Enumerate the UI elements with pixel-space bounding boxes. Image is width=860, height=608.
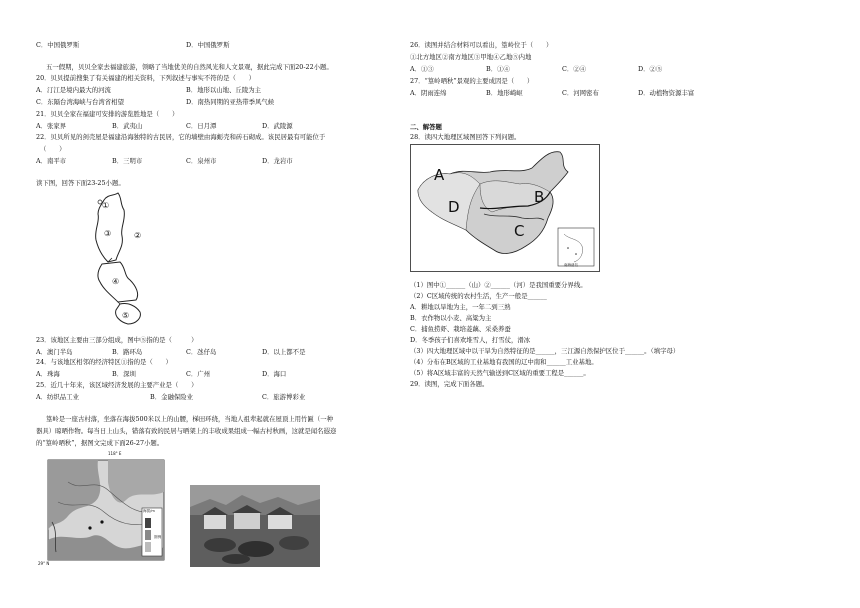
passage-line-3: 的“篁岭晒秋”，据图文完成下面26-27小题。 (36, 439, 164, 447)
question-28-1: （1）图中①______（山）②______（河）是我国重要分界线。 (410, 281, 587, 289)
q22-option-a: A．南平市 (36, 157, 67, 165)
q26-option-c: C．②④ (562, 65, 587, 73)
region-label-b: B (534, 188, 545, 206)
question-22: 22．贝贝所见的剑壳屋是福建沿海独特的古民居，它的墙壁由海蛎壳和砖石砌成。该民居最有可能位于 (36, 133, 326, 141)
question-25: 25．近几十年来，该区域经济发展的主要产业是（ ） (36, 381, 198, 389)
china-regions-map (410, 144, 600, 272)
question-28: 28．读四大地理区域图回答下列问题。 (410, 133, 521, 141)
q27-option-a: A．阴雨连绵 (410, 89, 447, 97)
q20-option-c: C．东隔台湾海峡与台湾省相望 (36, 98, 124, 106)
q23-option-d: D．以上都不是 (262, 348, 306, 356)
map-label-3: ③ (104, 229, 112, 238)
q22-option-d: D．龙岩市 (262, 157, 293, 165)
q19-option-c: C．中国俄罗斯 (36, 41, 80, 49)
question-28-2: （2）C区域传统的农村生活，生产一般是______ (410, 292, 547, 300)
passage-line-1: 篁岭是一座古村落，坐落在海拔500米以上的山腰，梯田环绕，当地人祖辈起就在屋顶上用竹匾（一种 (46, 415, 333, 423)
q27-option-c: C．河网密布 (562, 89, 599, 97)
q23-option-a: A．澳门半岛 (36, 348, 73, 356)
q26-option-d: D．②⑤ (638, 65, 663, 73)
q27-option-d: D．动植物资源丰富 (638, 89, 695, 97)
q24-option-c: C．广州 (186, 370, 211, 378)
q22-option-b: B．三明市 (112, 157, 143, 165)
q21-option-d: D．武陵源 (262, 122, 293, 130)
macau-map (78, 190, 168, 330)
question-23: 23．该地区主要由三部分组成，图中⑤指的是（ ） (36, 336, 198, 344)
q22-option-c: C．泉州市 (186, 157, 217, 165)
question-28-3: （3）四大地理区域中以干旱为自然特征的是______，三江源自然保护区位于______。（填字母） (410, 347, 680, 355)
map-label-1: ① (102, 201, 110, 210)
question-26: 26．读图并结合材料可以看出，篁岭位于（ ） (410, 41, 553, 49)
q21-option-b: B．武夷山 (112, 122, 143, 130)
map-label-4: ④ (112, 277, 120, 286)
question-24: 24．与该地区相邻的经济特区①指的是（ ） (36, 358, 172, 366)
question-21: 21．贝贝全家在福建可安排的游览胜地是（ ） (36, 110, 179, 118)
question-27: 27．“篁岭晒秋”景观的主要成因是（ ） (410, 77, 534, 85)
topo-legend-label: 图例 (154, 535, 162, 539)
q20-option-b: B．地形以山地、丘陵为主 (186, 86, 261, 94)
q24-option-d: D．海口 (262, 370, 287, 378)
q28-2-option-c: C．捕鱼捞虾、栽培菱藕、采桑养蚕 (410, 325, 511, 333)
q23-option-b: B．路环岛 (112, 348, 143, 356)
q23-option-c: C．氹仔岛 (186, 348, 217, 356)
question-26-statements: ①北方地区②南方地区③甲地④乙地⑤内地 (410, 53, 532, 61)
q21-option-a: A．张家界 (36, 122, 67, 130)
topo-latitude-label: 29° N (38, 561, 50, 566)
q26-option-b: B．①④ (486, 65, 510, 73)
q20-option-d: D．南热同期的亚热带季风气候 (186, 98, 275, 106)
q28-2-option-b: B．衣作物以小麦、高粱为主 (410, 314, 492, 322)
intro-23-25: 读下图，回答下面23-25小题。 (36, 179, 125, 187)
q25-option-a: A．纺织品工业 (36, 393, 79, 401)
region-label-d: D (448, 198, 460, 216)
topo-elevation-label: 海拔/m (143, 509, 155, 513)
q20-option-a: A．汀江是境内最大的河流 (36, 86, 111, 94)
village-photo (190, 485, 320, 567)
question-22-blank: （ ） (40, 145, 66, 153)
q24-option-a: A．珠海 (36, 370, 60, 378)
section-heading: 二、解答题 (410, 123, 442, 131)
map-label-2: ② (134, 231, 142, 240)
question-29: 29．读图，完成下面各题。 (410, 380, 489, 388)
q25-option-c: C．旅游博彩业 (262, 393, 306, 401)
q25-option-b: B．金融保险业 (150, 393, 194, 401)
map-label-5: ⑤ (122, 311, 130, 320)
region-label-c: C (514, 222, 525, 240)
topo-longitude-label: 118° E (108, 451, 122, 456)
q26-option-a: A．①③ (410, 65, 434, 73)
question-20: 20．贝贝提前搜集了有关福建的相关资料，下列叙述与事实不符的是（ ） (36, 74, 256, 82)
q19-option-d: D．中国俄罗斯 (186, 41, 230, 49)
passage-line-2: 器具）晾晒作物。每当日上山头，错落有致的民居与晒架上的丰收成果组成一幅古村秋画，这就是闻名遐迩 (36, 427, 337, 435)
topographic-map (38, 452, 178, 570)
inset-label: 南海诸岛 (564, 263, 578, 267)
question-28-5: （5）将A区域丰富的天然气输送到C区域的重要工程是______。 (410, 369, 590, 377)
q28-2-option-d: D．冬季孩子们喜欢堆雪人，打雪仗，滑冰 (410, 336, 531, 344)
intro-20-22: 五一假期，贝贝全家去福建旅游，领略了当地优美的自然风光和人文景观，据此完成下面20-22小题。 (46, 63, 333, 71)
q27-option-b: B．地形崎岖 (486, 89, 523, 97)
q24-option-b: B．深圳 (112, 370, 136, 378)
region-label-a: A (434, 166, 445, 184)
q28-2-option-a: A．耕地以旱地为主，一年二到三熟 (410, 303, 511, 311)
question-28-4: （4）分布在B区域的工业基地有我国的辽中南和______工业基地。 (410, 358, 598, 366)
q21-option-c: C．日月潭 (186, 122, 217, 130)
